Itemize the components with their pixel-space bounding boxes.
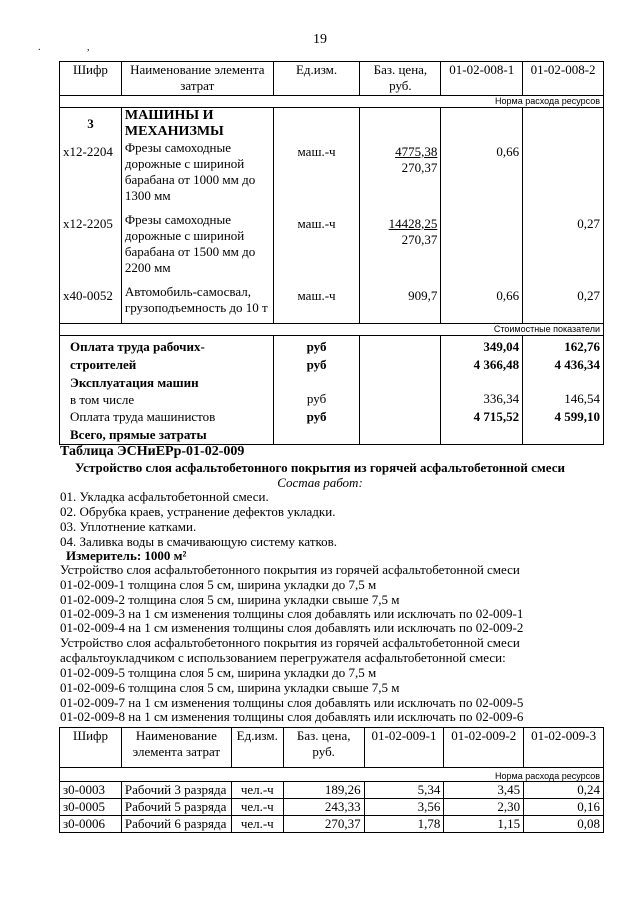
desc-line: 01-02-009-2 толщина слоя 5 см, ширина укладки свыше 7,5 м <box>60 592 400 607</box>
row-value <box>444 216 519 232</box>
summary-value: 4 715,52 <box>473 409 520 424</box>
row-price: 4775,38 <box>395 144 438 159</box>
work-item: 01. Укладка асфальтобетонной смеси. <box>60 489 269 504</box>
norm-label: Норма расхода ресурсов <box>60 768 604 782</box>
header-name: Наименование элемента затрат <box>121 728 231 768</box>
header-col2: 01-02-008-2 <box>523 62 604 96</box>
row-code: з0-0005 <box>60 799 122 816</box>
row-value: 0,66 <box>496 144 520 159</box>
norm-label: Норма расхода ресурсов <box>60 96 604 108</box>
header-price: Баз. цена, руб. <box>283 728 364 768</box>
row-name-line: дорожные с шириной <box>124 156 245 171</box>
row-price: 270,37 <box>283 816 364 833</box>
row-name-line: Автомобиль-самосвал, <box>124 284 252 299</box>
summary-unit: руб <box>306 339 327 354</box>
desc-line: Устройство слоя асфальтобетонного покрытия из горячей асфальтобетонной смеси <box>60 562 520 577</box>
desc-line: 01-02-009-1 толщина слоя 5 см, ширина укладки до 7,5 м <box>60 577 377 592</box>
summary-value: 4 366,48 <box>473 357 520 372</box>
row-value: 0,27 <box>577 216 600 231</box>
row-value: 0,66 <box>496 288 520 303</box>
work-item: 04. Заливка воды в смачивающую систему катков. <box>60 534 338 549</box>
row-code: х40-0052 <box>63 288 113 303</box>
row-value: 1,78 <box>364 816 444 833</box>
desc-line: 01-02-009-8 на 1 см изменения толщины слоя добавлять или исключать по 02-009-6 <box>60 709 524 724</box>
cost-label: Стоимостные показатели <box>60 324 604 336</box>
summary-value: 162,76 <box>564 339 600 354</box>
table-subtitle: Устройство слоя асфальтобетонного покрытия из горячей асфальтобетонной смеси <box>75 460 565 475</box>
row-unit: маш.-ч <box>297 144 336 159</box>
row-unit: чел.-ч <box>231 816 283 833</box>
summary-value: 4 599,10 <box>554 409 600 424</box>
row-name-line: барабана от 1000 мм до <box>124 172 256 187</box>
section-machines <box>60 108 604 324</box>
table2-header-row <box>60 728 604 768</box>
section-title: МЕХАНИЗМЫ <box>124 124 224 139</box>
summary-unit: руб <box>306 357 327 372</box>
row-unit: маш.-ч <box>297 288 336 303</box>
row-price: 243,33 <box>283 799 364 816</box>
row-unit: чел.-ч <box>231 782 283 799</box>
desc-line: 01-02-009-6 толщина слоя 5 см, ширина укладки свыше 7,5 м <box>60 680 400 695</box>
header-col3: 01-02-009-3 <box>524 728 604 768</box>
meter: Измеритель: 1000 м² <box>66 548 187 563</box>
header-code: Шифр <box>60 62 122 96</box>
table-row <box>60 782 604 799</box>
resources-table-2 <box>59 727 604 833</box>
table-title: Таблица ЭСНиЕРр-01-02-009 <box>60 444 245 459</box>
work-item: 02. Обрубка краев, устранение дефектов укладки. <box>60 504 336 519</box>
desc-line: 01-02-009-7 на 1 см изменения толщины слоя добавлять или исключать по 02-009-5 <box>60 695 524 710</box>
section-title: МАШИНЫ И <box>124 108 214 123</box>
header-price: Баз. цена, руб. <box>360 62 441 96</box>
summary-value: 349,04 <box>483 339 520 354</box>
table-row <box>60 799 604 816</box>
row-unit: маш.-ч <box>297 216 336 231</box>
desc-line: Устройство слоя асфальтобетонного покрытия из горячей асфальтобетонной смеси <box>60 635 520 650</box>
composition-heading: Состав работ: <box>277 475 363 490</box>
header-unit: Ед.изм. <box>273 62 360 96</box>
row-name: Рабочий 3 разряда <box>121 782 231 799</box>
summary-value: 336,34 <box>483 391 520 406</box>
row-code: х12-2204 <box>63 144 113 159</box>
header-unit: Ед.изм. <box>231 728 283 768</box>
row-name: Рабочий 5 разряда <box>121 799 231 816</box>
summary-machines-label: Эксплуатация машин <box>70 375 199 390</box>
row-value: 1,15 <box>444 816 524 833</box>
row-value <box>526 144 600 160</box>
table1-header-row <box>60 62 604 96</box>
header-col2: 01-02-009-2 <box>444 728 524 768</box>
header-col1: 01-02-008-1 <box>441 62 523 96</box>
row-price-2: 270,37 <box>401 232 438 247</box>
row-name-line: дорожные с шириной <box>124 228 245 243</box>
row-price-2: 270,37 <box>401 160 438 175</box>
row-value: 0,08 <box>524 816 604 833</box>
row-value: 0,16 <box>524 799 604 816</box>
row-price: 14428,25 <box>388 216 438 231</box>
table-row <box>60 816 604 833</box>
row-value: 3,45 <box>444 782 524 799</box>
resources-table-1 <box>59 61 604 445</box>
desc-line: 01-02-009-5 толщина слоя 5 см, ширина укладки до 7,5 м <box>60 665 377 680</box>
row-code: з0-0003 <box>60 782 122 799</box>
row-value: 2,30 <box>444 799 524 816</box>
work-item: 03. Уплотнение катками. <box>60 519 197 534</box>
summary-operators-label: Оплата труда машинистов <box>70 409 216 424</box>
row-name-line: 2200 мм <box>124 260 171 275</box>
desc-line: 01-02-009-3 на 1 см изменения толщины слоя добавлять или исключать по 02-009-1 <box>60 606 524 621</box>
summary-unit: руб <box>306 409 327 424</box>
row-name-line: грузоподъемность до 10 т <box>124 300 268 315</box>
section-number: 3 <box>87 116 94 131</box>
row-unit: чел.-ч <box>231 799 283 816</box>
row-price: 189,26 <box>283 782 364 799</box>
header-col1: 01-02-009-1 <box>364 728 444 768</box>
row-name-line: 1300 мм <box>124 188 171 203</box>
summary-labor-label: Оплата труда рабочих-строителей <box>70 339 205 372</box>
row-price: 909,7 <box>408 288 438 303</box>
row-name-line: Фрезы самоходные <box>124 212 232 227</box>
header-code: Шифр <box>60 728 122 768</box>
row-code: х12-2205 <box>63 216 113 231</box>
summary-unit: руб <box>306 391 327 406</box>
row-value: 5,34 <box>364 782 444 799</box>
scan-dots: . , <box>38 42 112 53</box>
summary-total-label: Всего, прямые затраты <box>70 427 207 442</box>
row-name-line: барабана от 1500 мм до <box>124 244 256 259</box>
desc-line: асфальтоукладчиком с использованием перегружателя асфальтобетонной смеси: <box>60 650 506 665</box>
page-number: 19 <box>313 32 327 47</box>
row-code: з0-0006 <box>60 816 122 833</box>
header-name: Наименование элемента затрат <box>121 62 273 96</box>
summary-incl-label: в том числе <box>70 392 135 407</box>
summary-block <box>60 336 604 445</box>
row-value: 0,24 <box>524 782 604 799</box>
summary-value: 146,54 <box>564 391 600 406</box>
desc-line: 01-02-009-4 на 1 см изменения толщины слоя добавлять или исключать по 02-009-2 <box>60 620 524 635</box>
row-name: Рабочий 6 разряда <box>121 816 231 833</box>
row-value: 3,56 <box>364 799 444 816</box>
summary-value: 4 436,34 <box>554 357 600 372</box>
row-value: 0,27 <box>577 288 600 303</box>
row-name-line: Фрезы самоходные <box>124 140 232 155</box>
